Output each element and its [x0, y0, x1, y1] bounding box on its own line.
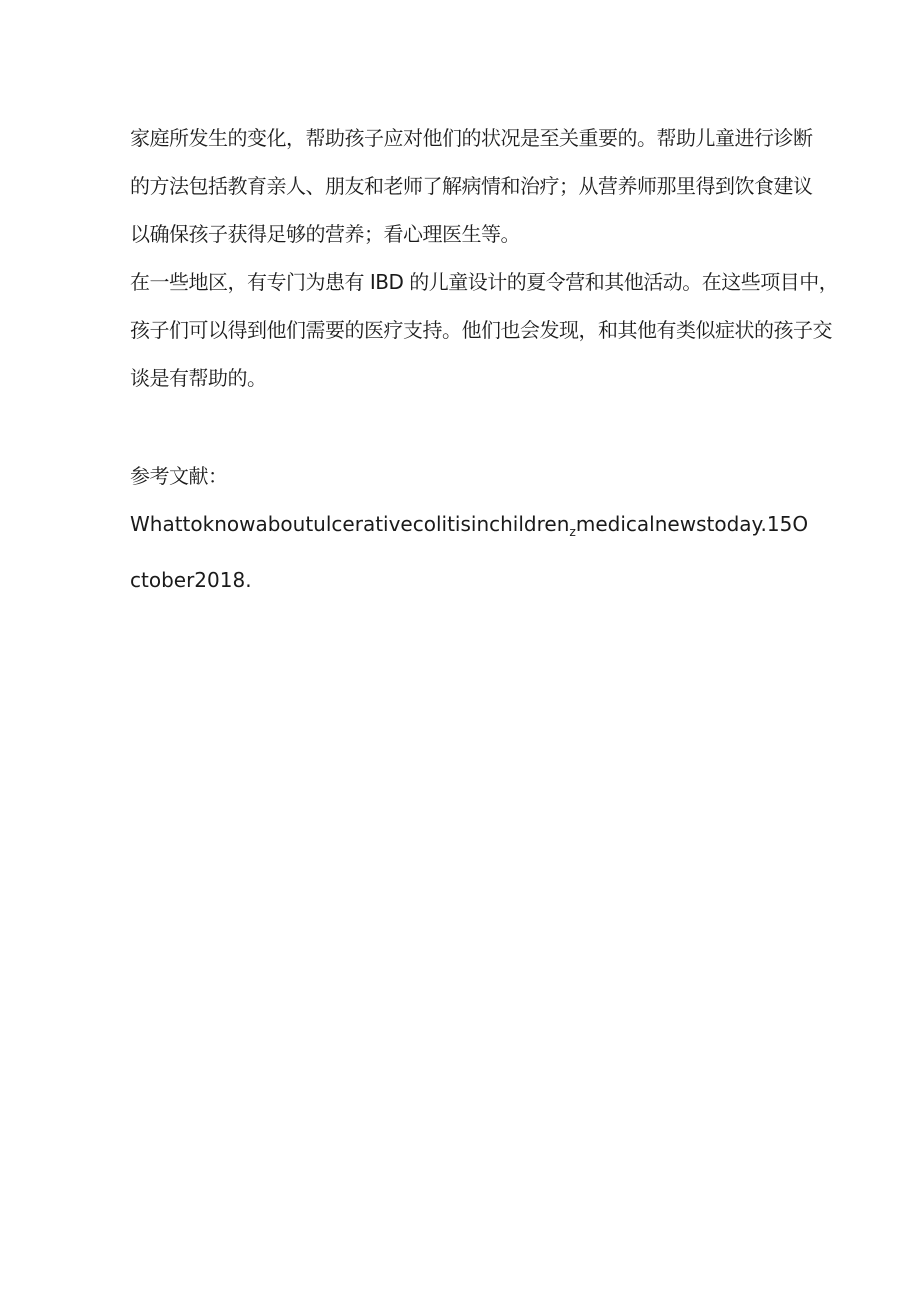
reference-text-post: medicalnewstoday.15O — [575, 512, 809, 536]
text-line: 谈是有帮助的。 — [130, 366, 267, 390]
references-heading: 参考文献： — [130, 464, 228, 488]
text-line: 的方法包括教育亲人、朋友和老师了解病情和治疗；从营养师那里得到饮食建议 — [130, 174, 813, 198]
reference-entry-line-2: ctober2018. — [130, 568, 252, 592]
paragraph-1 — [130, 114, 813, 258]
text-line: 以确保孩子获得足够的营养；看心理医生等。 — [130, 222, 520, 246]
blank-line-spacer — [130, 402, 810, 452]
reference-subscript: z — [569, 524, 576, 539]
text-line: 孩子们可以得到他们需要的医疗支持。他们也会发现，和其他有类似症状的孩子交 — [130, 318, 832, 342]
text-line: 家庭所发生的变化，帮助孩子应对他们的状况是至关重要的。帮助儿童进行诊断 — [130, 126, 813, 150]
paragraph-2 — [130, 258, 839, 402]
reference-entry — [130, 500, 810, 604]
text-line: 在一些地区，有专门为患有 IBD 的儿童设计的夏令营和其他活动。在这些项目中， — [130, 270, 839, 294]
reference-entry-line-1 — [130, 500, 810, 556]
reference-text-pre: Whattoknowaboutulcerativecolitisinchildren — [130, 512, 570, 536]
